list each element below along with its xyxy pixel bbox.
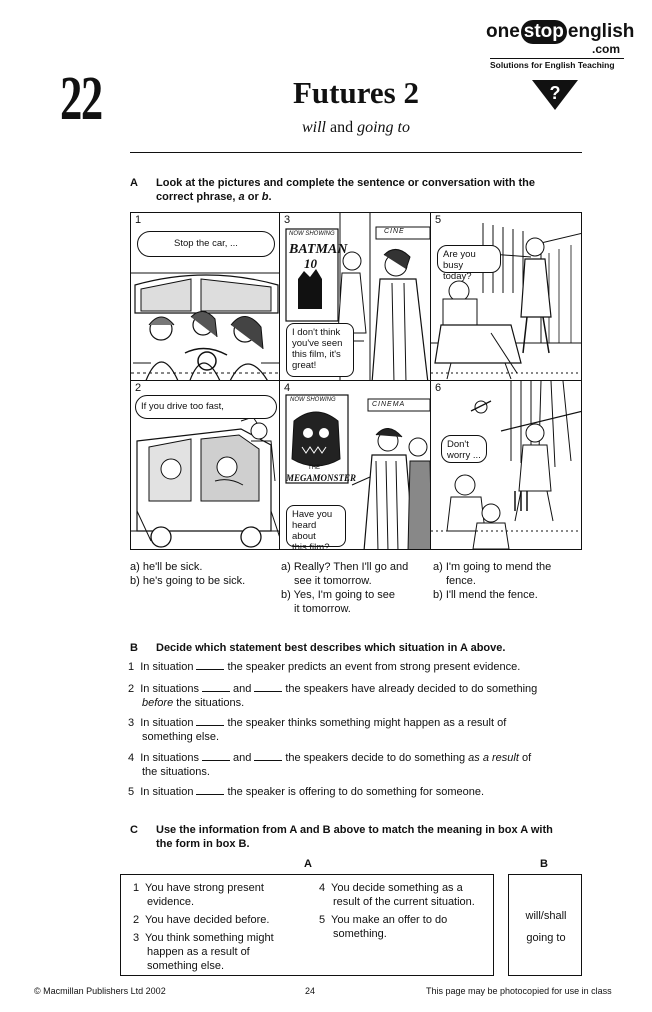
statement-text: the speakers have already decided to do something: [285, 683, 538, 695]
speech-bubble: [286, 323, 354, 377]
cinema-sign: CINEMA: [372, 401, 406, 408]
section-b-instruction: Decide which statement best describes which situation in A above.: [156, 642, 506, 654]
option-b-continued: it tomorrow.: [294, 603, 351, 615]
section-a-instruction: [156, 176, 586, 204]
meaning-5: [319, 913, 447, 941]
statement-number: 3: [128, 717, 135, 729]
statement-text: In situations: [140, 752, 199, 764]
bubble-line: this film, it's: [292, 349, 341, 360]
options-column-1: [130, 560, 245, 588]
statement-italic: as a result: [468, 752, 519, 764]
speech-bubble: Stop the car, ...: [137, 231, 275, 257]
logo-one: one: [486, 21, 520, 42]
bubble-line: Don't: [447, 439, 469, 450]
box-a-label: A: [304, 858, 312, 870]
panel-number: 2: [135, 382, 142, 394]
options-column-3: [433, 560, 551, 602]
logo-tagline: Solutions for English Teaching: [490, 60, 615, 70]
cartoon-panel-5: [430, 212, 582, 382]
section-a-instruction-line1: Look at the pictures and complete the sentence or conversation with the: [156, 177, 535, 189]
meaning-number: 4: [319, 882, 326, 894]
option-b: b) Yes, I'm going to see: [281, 589, 396, 601]
option-a: a) I'm going to mend the: [433, 561, 552, 573]
cricket-fence-illustration: [431, 381, 582, 550]
section-a-letter: A: [130, 177, 138, 189]
cartoon-grid: [130, 212, 582, 550]
meaning-text: happen as a result of: [147, 946, 250, 958]
statement-text: In situation: [140, 661, 194, 673]
cartoon-panel-2: [130, 380, 281, 550]
statement-text: the speaker thinks something might happen as a result of: [227, 717, 507, 729]
cartoon-panel-4: [279, 380, 432, 550]
meaning-text: result of the current situation.: [333, 896, 475, 908]
meaning-4: [319, 881, 475, 909]
page-title: Futures 2: [292, 75, 419, 110]
question-mark-icon: [532, 80, 578, 110]
logo-stop: stop: [521, 20, 567, 44]
statement-text: the speakers decide to do something: [285, 752, 469, 764]
statement-number: 1: [128, 661, 135, 673]
bubble-line: this film?: [292, 542, 330, 550]
option-a: a) he'll be sick.: [130, 561, 203, 573]
form-will-shall: will/shall: [525, 910, 567, 922]
header-rule: [130, 152, 582, 153]
statement-text: the speaker is offering to do something for someone.: [227, 786, 485, 798]
meaning-text: something else.: [147, 960, 225, 972]
answer-blank[interactable]: [196, 660, 224, 670]
statement-number: 2: [128, 683, 135, 695]
bubble-line: today?: [443, 271, 472, 282]
panel-number: 3: [284, 214, 291, 226]
speech-bubble: [437, 245, 501, 282]
answer-blank[interactable]: [196, 716, 224, 726]
option-a: a) Really? Then I'll go and: [281, 561, 409, 573]
statement-5: [128, 785, 484, 799]
answer-blank[interactable]: [202, 751, 230, 761]
statement-3: [128, 716, 506, 744]
meaning-text: You have strong present: [145, 882, 264, 894]
statement-and: and: [232, 752, 252, 764]
section-c-instruction-line2: the form in box B.: [156, 838, 250, 850]
option-a-continued: fence.: [446, 575, 476, 587]
section-c-instruction: [156, 823, 586, 851]
section-c-letter: C: [130, 824, 138, 836]
answer-blank[interactable]: [254, 682, 282, 692]
instruction-period: .: [268, 191, 272, 203]
footer-copyright: © Macmillan Publishers Ltd 2002: [34, 986, 166, 996]
statement-1: [128, 660, 520, 674]
speech-bubble: [441, 435, 487, 463]
footer-page-number: 24: [305, 986, 316, 996]
box-b-forms: [508, 874, 582, 976]
section-b-letter: B: [130, 642, 138, 654]
bubble-line: great!: [292, 360, 317, 371]
options-column-2: [281, 560, 408, 616]
statement-text: In situation: [140, 717, 194, 729]
logo-wordmark: [486, 20, 634, 44]
instruction-a: a: [238, 191, 245, 203]
section-a-instruction-line2: [156, 190, 586, 204]
statement-text: the situations.: [173, 697, 245, 709]
panel-number: 1: [135, 214, 142, 226]
svg-text:?: ?: [549, 83, 561, 103]
logo-rule: [490, 58, 624, 59]
page-subtitle: [226, 118, 486, 138]
section-c-instruction-line1: Use the information from A and B above to match the meaning in box A with: [156, 824, 553, 836]
meaning-number: 3: [133, 932, 140, 944]
box-b-label: B: [540, 858, 548, 870]
sign-now-showing: NOW SHOWING: [289, 231, 335, 237]
meaning-number: 2: [133, 914, 140, 926]
panel-number: 5: [435, 214, 442, 226]
unit-number: 22: [60, 65, 102, 133]
meaning-text: You think something might: [145, 932, 274, 944]
bubble-line: Have you: [292, 509, 333, 520]
bubble-line: worry ...: [447, 450, 481, 461]
cartoon-panel-1: [130, 212, 281, 382]
meaning-number: 5: [319, 914, 326, 926]
speech-bubble: [286, 505, 346, 550]
garden-fence-illustration: [431, 213, 582, 382]
meaning-text: You have decided before.: [145, 914, 270, 926]
subtitle-and: and: [326, 119, 358, 136]
poster-the: THE: [308, 465, 320, 471]
meaning-text: You decide something as a: [331, 882, 463, 894]
bubble-line: heard about: [292, 520, 317, 542]
box-a-meanings: [120, 874, 494, 976]
meaning-text: You make an offer to do: [331, 914, 448, 926]
statement-text: the situations.: [142, 766, 210, 778]
logo-com: .com: [591, 42, 620, 56]
meaning-number: 1: [133, 882, 140, 894]
bubble-line: Are you busy: [443, 249, 476, 271]
bubble-line: I don't think: [292, 327, 341, 338]
answer-blank[interactable]: [196, 785, 224, 795]
instruction-b: b: [261, 191, 269, 203]
statement-number: 4: [128, 752, 135, 764]
option-a-continued: see it tomorrow.: [294, 575, 372, 587]
sign-now-showing: NOW SHOWING: [290, 397, 336, 403]
cinema-sign: CINE: [384, 228, 405, 235]
statement-number: 5: [128, 786, 135, 798]
statement-text: something else.: [142, 731, 220, 743]
answer-blank[interactable]: [202, 682, 230, 692]
panel-number: 6: [435, 382, 442, 394]
cartoon-panel-6: [430, 380, 582, 550]
meaning-3: [133, 931, 274, 973]
form-going-to: going to: [526, 932, 566, 944]
statement-text: In situations: [140, 683, 199, 695]
instruction-or: or: [244, 191, 262, 203]
statement-4: [128, 751, 531, 779]
option-b: b) he's going to be sick.: [130, 575, 246, 587]
statement-2: [128, 682, 537, 710]
footer-photocopy-note: This page may be photocopied for use in class: [426, 986, 612, 996]
logo-english: english: [567, 21, 635, 42]
meaning-1: [133, 881, 264, 909]
subtitle-will: will: [301, 119, 326, 136]
subtitle-going-to: going to: [357, 119, 410, 136]
panel-number: 4: [284, 382, 291, 394]
meaning-2: [133, 913, 269, 927]
poster-title: BATMAN: [289, 242, 348, 257]
instruction-text: correct phrase,: [156, 191, 239, 203]
meaning-text: evidence.: [147, 896, 195, 908]
speech-bubble: If you drive too fast,: [135, 395, 277, 419]
statement-italic: before: [142, 697, 174, 709]
statement-and: and: [232, 683, 252, 695]
statement-text: In situation: [140, 786, 194, 798]
answer-blank[interactable]: [254, 751, 282, 761]
bubble-line: you've seen: [292, 338, 343, 349]
statement-text: of: [518, 752, 532, 764]
poster-title: MEGAMONSTER: [286, 473, 357, 483]
poster-number: 10: [304, 256, 317, 271]
meaning-text: something.: [333, 928, 387, 940]
onestopenglish-logo: [486, 20, 635, 72]
option-b: b) I'll mend the fence.: [433, 589, 538, 601]
statement-text: the speaker predicts an event from strong present evidence.: [227, 661, 521, 673]
cartoon-panel-3: [279, 212, 432, 382]
